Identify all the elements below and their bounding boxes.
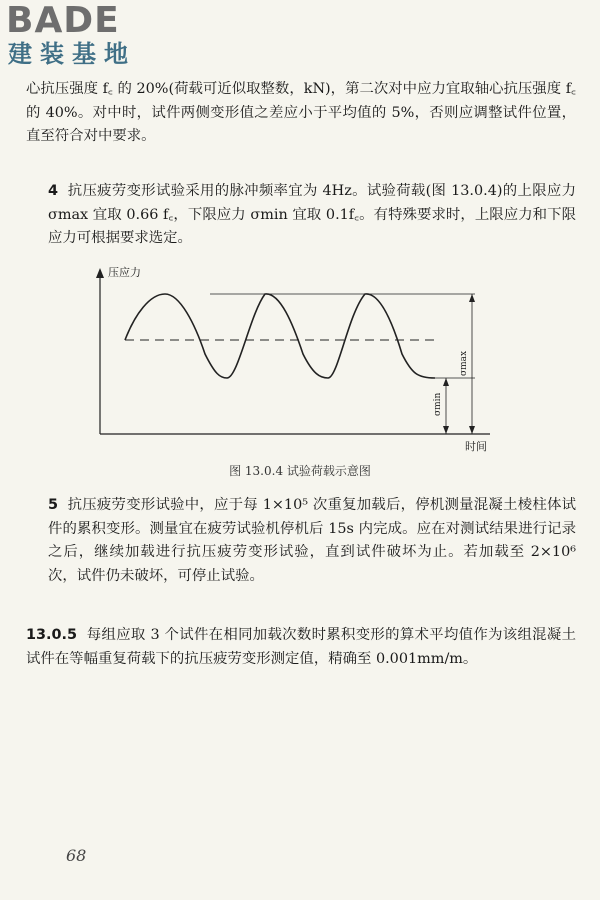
clause-text: 抗压疲劳变形试验中，应于每 1×10⁵ 次重复加载后，停机测量混凝土棱柱体试件的累积变形。测量宜在疲劳试验机停机后 15s 内完成。应在对测试结果进行记录之后，继续加载进行抗压疲劳变形试验，直到试件破坏为止。若加载至 2×10⁶ 次，试件仍未破坏，可停止试验。 [48, 497, 576, 584]
load-diagram [80, 264, 520, 454]
publisher-logo [6, 2, 186, 68]
clause-number: 13.0.5 [26, 627, 77, 643]
clause-number: 5 [48, 497, 59, 513]
clause-number: 4 [48, 183, 59, 199]
x-axis-label: 时间 [465, 440, 487, 453]
clause-13-0-5 [26, 624, 576, 671]
clause-5 [48, 494, 576, 588]
paragraph-continued: 心抗压强度 f꜀ 的 20%(荷载可近似取整数，kN)，第二次对中应力宜取轴心抗压强度 f꜀ 的 40%。对中时，试件两侧变形值之差应小于平均值的 5%，否则应调整试件位置，直至符合对中要求。 [26, 81, 576, 144]
logo-subtitle: 建装基地 [8, 40, 136, 68]
y-axis-arrow [96, 268, 104, 278]
load-curve [125, 294, 435, 378]
clause-4 [48, 180, 576, 251]
figure-caption: 图 13.0.4 试验荷载示意图 [229, 464, 371, 478]
sigma-max-label: σmax [459, 350, 469, 376]
sigma-min-label: σmin [433, 392, 443, 416]
clause-text: 每组应取 3 个试件在相同加载次数时累积变形的算术平均值作为该组混凝土试件在等幅重复荷载下的抗压疲劳变形测定值，精确至 0.001mm/m。 [26, 627, 576, 667]
y-axis-label: 压应力 [108, 266, 141, 279]
page-number: 68 [66, 846, 87, 865]
logo-wordmark: BADE [6, 0, 120, 41]
clause-text: 抗压疲劳变形试验采用的脉冲频率宜为 4Hz。试验荷载(图 13.0.4)的上限应力 σmax 宜取 0.66 f꜀，下限应力 σmin 宜取 0.1f꜀。有特殊要求时，上限应力和下限应力可根据要求选定。 [48, 183, 576, 246]
